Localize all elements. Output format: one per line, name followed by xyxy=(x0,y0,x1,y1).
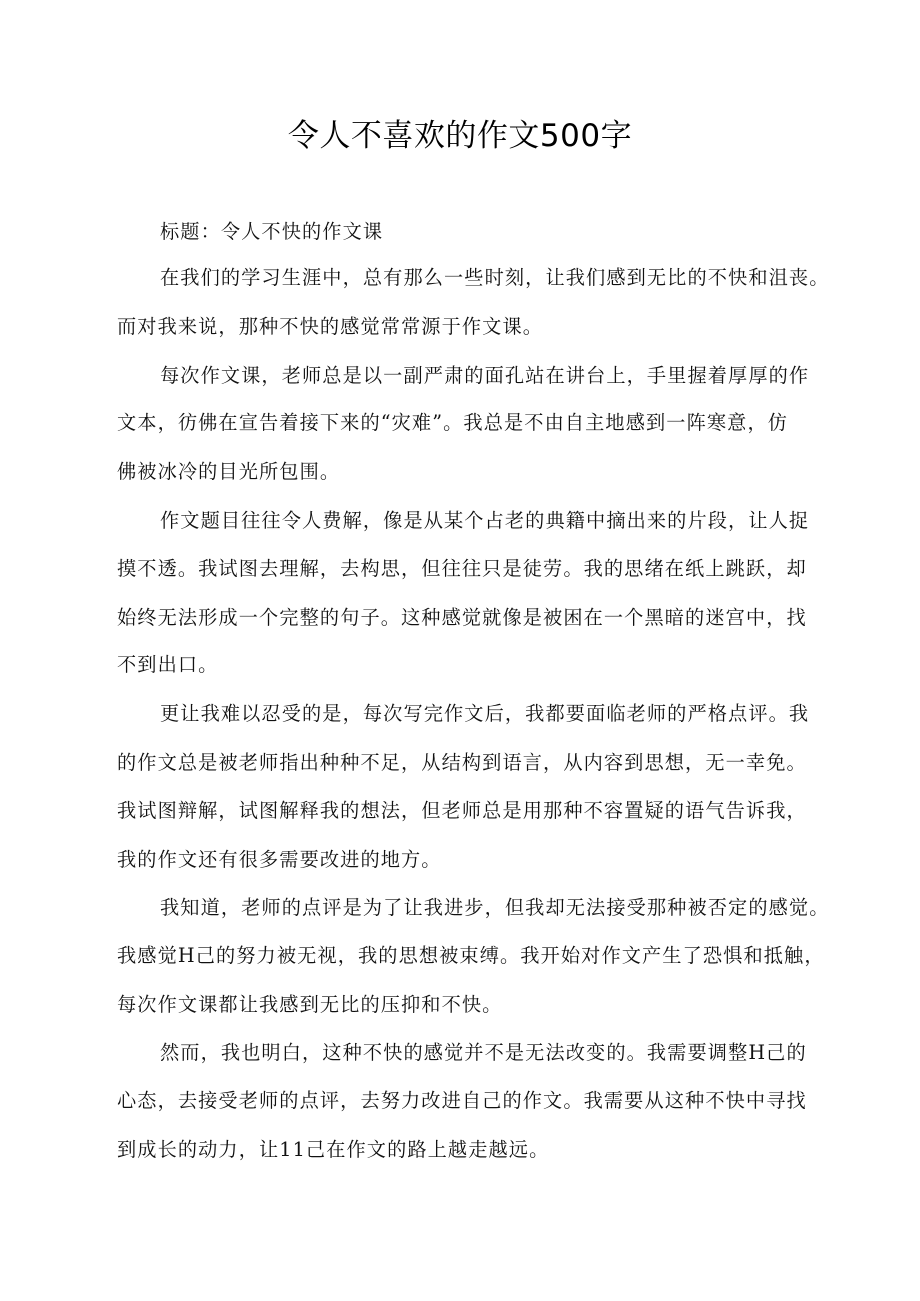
paragraph-line: 到成长的动力，让11己在作文的路上越走越远。 xyxy=(117,1138,550,1161)
paragraph-line: 而对我来说，那种不快的感觉常常源于作文课。 xyxy=(117,315,544,338)
paragraph-line: 不到出口。 xyxy=(117,653,219,676)
paragraph-line: 我感觉H己的努力被无视，我的思想被束缚。我开始对作文产生了恐惧和抵触， xyxy=(117,944,825,967)
paragraph-line: 更让我难以忍受的是，每次写完作文后，我都要面临老师的严格点评。我 xyxy=(160,702,810,725)
subtitle-line: 标题：令人不快的作文课 xyxy=(160,220,384,243)
paragraph-line: 然而，我也明白，这种不快的感觉并不是无法改变的。我需要调整H己的 xyxy=(160,1041,807,1064)
paragraph-line: 每次作文课都让我感到无比的压抑和不快。 xyxy=(117,993,503,1016)
paragraph-line: 佛被冰冷的目光所包围。 xyxy=(117,460,341,483)
paragraph-line: 作文题目往往令人费解，像是从某个占老的典籍中摘出来的片段，让人捉 xyxy=(160,509,810,532)
document-title: 令人不喜欢的作文500字 xyxy=(287,118,633,154)
paragraph-line: 心态，去接受老师的点评，去努力改进自己的作文。我需要从这种不快中寻找 xyxy=(117,1089,807,1112)
paragraph-line: 在我们的学习生涯中，总有那么一些时刻，让我们感到无比的不快和沮丧。 xyxy=(160,266,830,289)
paragraph-line: 我的作文还有很多需要改进的地方。 xyxy=(117,848,442,871)
paragraph-line: 我试图辩解，试图解释我的想法，但老师总是用那种不容置疑的语气告诉我， xyxy=(117,799,807,822)
paragraph-line: 的作文总是被老师指出种种不足，从结构到语言，从内容到思想，无一幸免。 xyxy=(117,751,807,774)
paragraph-line: 我知道，老师的点评是为了让我进步，但我却无法接受那种被否定的感觉。 xyxy=(160,896,830,919)
paragraph-line: 每次作文课，老师总是以一副严肃的面孔站在讲台上，手里握着厚厚的作 xyxy=(160,364,810,387)
paragraph-line: 始终无法形成一个完整的句子。这种感觉就像是被困在一个黑暗的迷宫中，找 xyxy=(117,606,807,629)
paragraph-line: 摸不透。我试图去理解，去构思，但往往只是徒劳。我的思绪在纸上跳跃，却 xyxy=(117,557,807,580)
paragraph-line: 文本，彷佛在宣告着接下来的“灾难”。我总是不由自主地感到一阵寒意，仿 xyxy=(117,411,789,434)
